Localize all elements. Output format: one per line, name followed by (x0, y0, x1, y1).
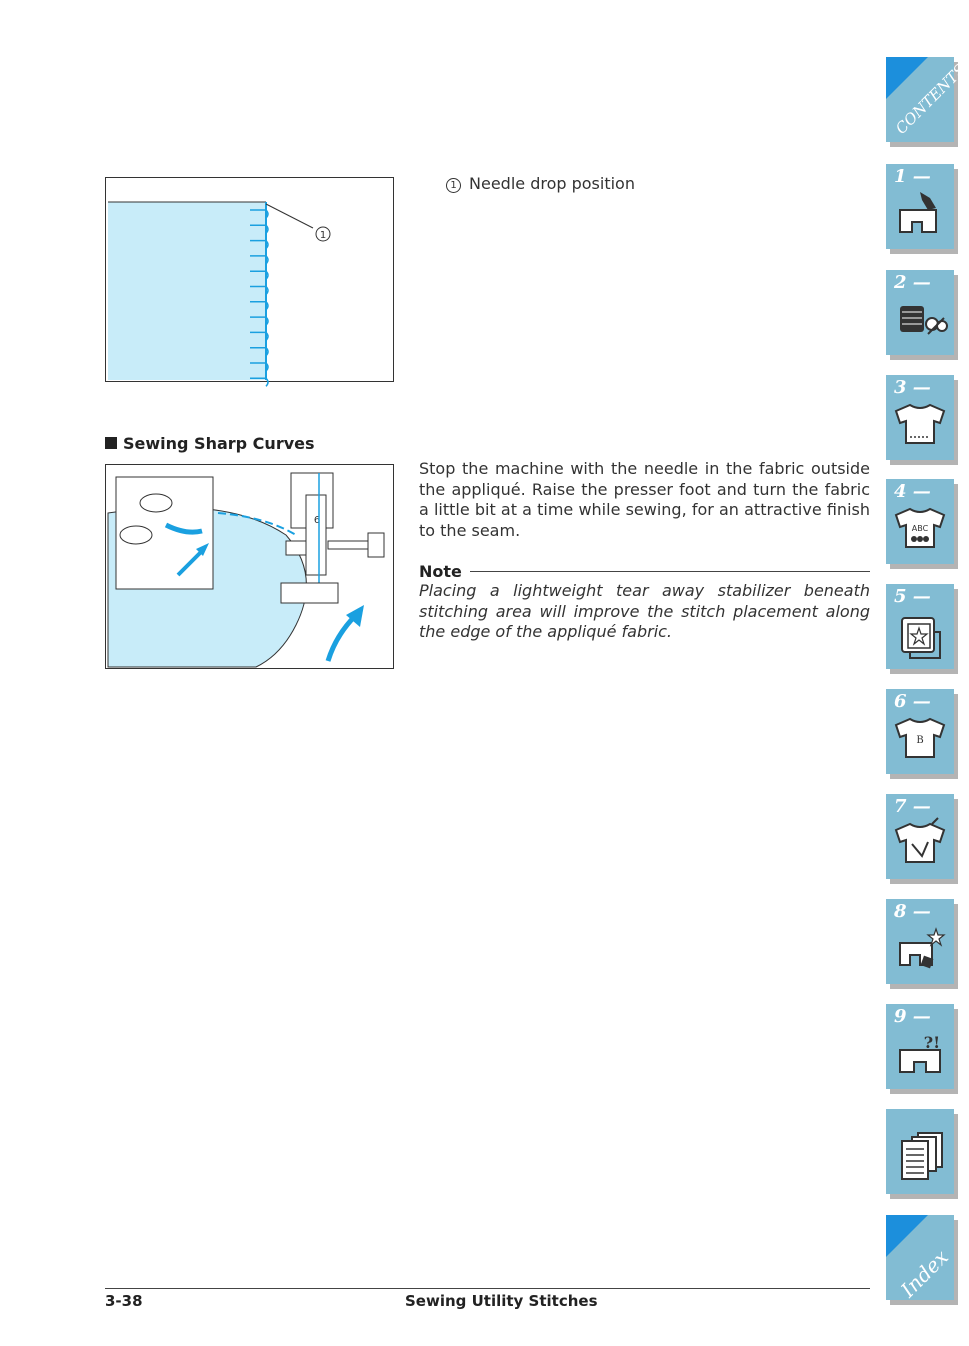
tab-chapter-5[interactable] (886, 584, 954, 669)
figure-legend (446, 174, 635, 193)
page-number: 3-38 (105, 1292, 143, 1310)
tab-chapter-9[interactable] (886, 1004, 954, 1089)
needle-drop-figure (105, 177, 394, 382)
tab-index[interactable] (886, 1215, 954, 1300)
tab-chapter-5-label: 5 — (894, 586, 931, 607)
tab-documents[interactable] (886, 1109, 954, 1194)
tab-corner (886, 57, 928, 99)
note-rule (470, 571, 870, 572)
sewing-machine-hand-icon (892, 186, 948, 242)
section-heading (105, 434, 315, 453)
sharp-curve-instructions: Stop the machine with the needle in the fabric outside the appliqué. Raise the presser foot and turn the fabric a little bit at a time while sewing, for an attractive finish to the seam. (419, 459, 870, 541)
tshirt-design-icon (892, 816, 948, 872)
tab-chapter-3-label: 3 — (894, 377, 931, 398)
note-title: Note (419, 562, 462, 581)
tab-chapter-2-label: 2 — (894, 272, 931, 293)
sewing-machine-maintenance-icon (892, 921, 948, 977)
square-bullet-icon (105, 437, 117, 449)
section-heading-text: Sewing Sharp Curves (123, 434, 315, 453)
tab-chapter-8[interactable] (886, 899, 954, 984)
note-header (419, 562, 870, 581)
tab-chapter-9-label: 9 — (894, 1006, 931, 1027)
tshirt-monogram-icon (892, 711, 948, 767)
tab-corner (886, 1215, 928, 1257)
footer-rule (105, 1288, 870, 1289)
sharp-curve-figure (105, 464, 394, 669)
tab-index-label: Index (896, 1244, 954, 1302)
tab-chapter-8-label: 8 — (894, 901, 931, 922)
tab-chapter-6[interactable] (886, 689, 954, 774)
tab-chapter-1[interactable] (886, 164, 954, 249)
legend-label: Needle drop position (469, 174, 635, 193)
tab-chapter-4-label: 4 — (894, 481, 931, 502)
tshirt-abc-icon (892, 501, 948, 557)
thread-spool-scissors-icon (892, 292, 948, 348)
svg-text:6: 6 (313, 515, 321, 526)
tab-chapter-2[interactable] (886, 270, 954, 355)
footer-section-title: Sewing Utility Stitches (405, 1292, 598, 1310)
tshirt-stitch-icon (892, 397, 948, 453)
svg-text:B: B (916, 735, 924, 746)
tab-chapter-6-label: 6 — (894, 691, 931, 712)
documents-icon (892, 1127, 948, 1183)
tab-chapter-7[interactable] (886, 794, 954, 879)
embroidery-frame-star-icon (892, 606, 948, 662)
tab-contents-label: CONTENTS (892, 60, 969, 138)
sewing-machine-trouble-icon (892, 1026, 948, 1082)
tab-contents[interactable] (886, 57, 969, 142)
note-text: Placing a lightweight tear away stabilizer beneath stitching area will improve the stitch placement along the edge of the appliqué fabric. (419, 581, 870, 642)
tab-chapter-3[interactable] (886, 375, 954, 460)
tab-chapter-7-label: 7 — (894, 796, 931, 817)
callout-number: 1 (319, 230, 327, 241)
svg-text:ABC: ABC (911, 524, 929, 533)
legend-callout: 1 (446, 178, 461, 193)
svg-text:?!: ?! (923, 1033, 941, 1052)
tab-chapter-4[interactable] (886, 479, 954, 564)
tab-chapter-1-label: 1 — (894, 166, 931, 187)
